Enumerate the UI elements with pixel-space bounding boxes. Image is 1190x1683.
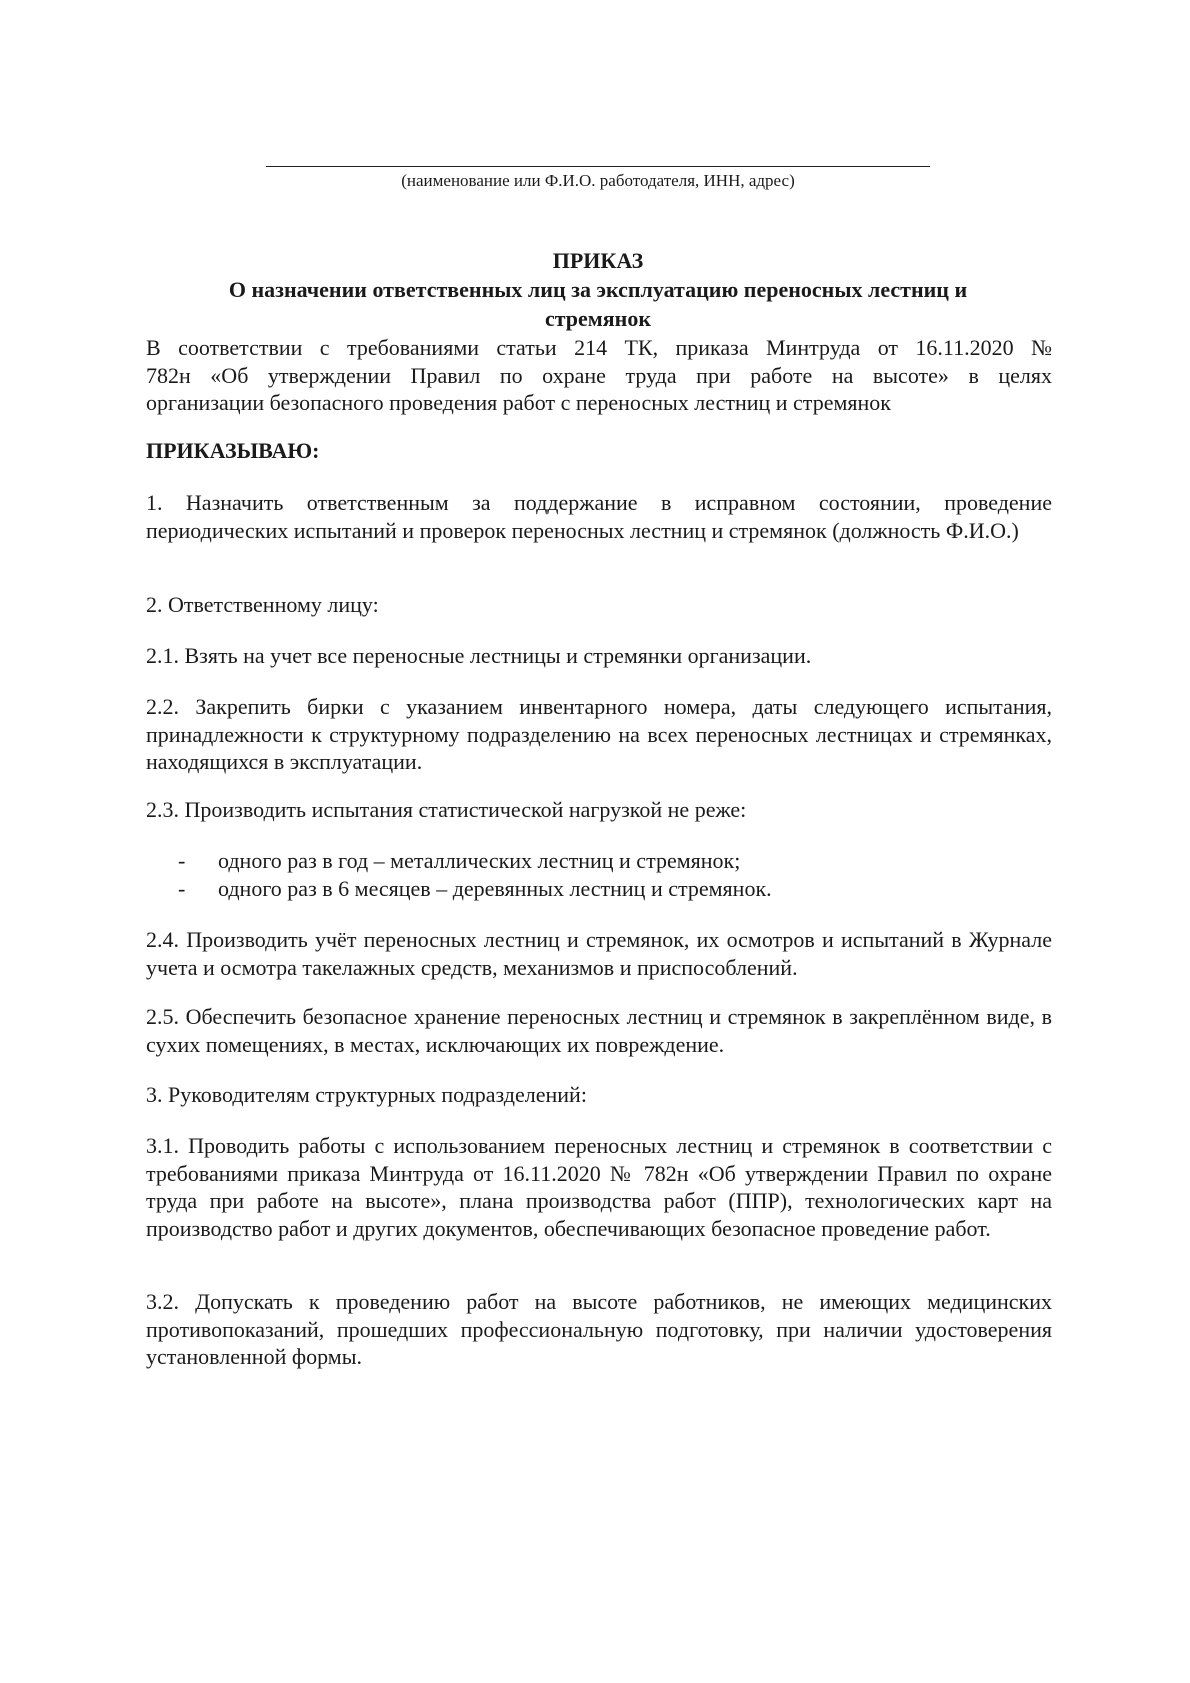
employer-caption: (наименование или Ф.И.О. работодателя, ИНН, адрес) xyxy=(401,171,795,190)
document-subtitle-line2: стремянок xyxy=(544,306,652,331)
item-2-1: 2.1. Взять на учет все переносные лестницы и стремянки организации. xyxy=(146,643,812,668)
list-item xyxy=(178,847,1048,875)
document-title-block xyxy=(146,246,1050,333)
item-2-4: 2.4. Производить учёт переносных лестниц и стремянок, их осмотров и испытаний в Журнале учета и осмотра такелажных средств, механизмов и приспособлений. xyxy=(146,927,1052,980)
list-item-text: одного раз в 6 месяцев – деревянных лестниц и стремянок. xyxy=(218,876,772,901)
item-2-3: 2.3. Производить испытания статистической нагрузкой не реже: xyxy=(146,797,747,822)
bullet-dash: - xyxy=(178,876,186,901)
preamble-line2: 782н «Об утверждении Правил по охране труда при работе на высоте» в целях xyxy=(146,362,1052,388)
list-item xyxy=(178,875,1048,903)
item-2-5: 2.5. Обеспечить безопасное хранение переносных лестниц и стремянок в закреплённом виде, в сухих помещениях, в местах, исключающих их повреждение. xyxy=(146,1004,1052,1057)
preamble-line1: В соответствии с требованиями статьи 214 ТК, приказа Минтруда от 16.11.2020 № xyxy=(146,335,1052,360)
list-item-text: одного раз в год – металлических лестниц и стремянок; xyxy=(218,848,741,873)
preamble-paragraph xyxy=(146,334,1052,417)
document-title: ПРИКАЗ xyxy=(552,248,644,273)
item-3-2: 3.2. Допускать к проведению работ на высоте работников, не имеющих медицинских противопоказаний, прошедших профессиональную подготовку, при наличии удостоверения установленной формы. xyxy=(146,1289,1052,1369)
bullet-dash: - xyxy=(178,848,186,873)
item-1: 1. Назначить ответственным за поддержание в исправном состоянии, проведение периодических испытаний и проверок переносных лестниц и стремянок (должность Ф.И.О.) xyxy=(146,490,1052,543)
test-frequency-list xyxy=(178,847,1048,903)
document-subtitle-line1: О назначении ответственных лиц за эксплуатацию переносных лестниц и xyxy=(228,277,968,302)
item-3-1: 3.1. Проводить работы с использованием переносных лестниц и стремянок в соответствии с требованиями приказа Минтруда от 16.11.2020 № 782н «Об утверждении Правил по охране труда при работе на высоте», плана производства работ (ППР), технологических карт на производство работ и других документов, обеспечивающих безопасное проведение работ. xyxy=(146,1133,1052,1241)
employer-signature-line xyxy=(266,166,930,167)
item-2: 2. Ответственному лицу: xyxy=(146,592,379,617)
item-3: 3. Руководителям структурных подразделений: xyxy=(146,1082,587,1107)
order-heading: ПРИКАЗЫВАЮ: xyxy=(146,438,320,463)
item-2-2: 2.2. Закрепить бирки с указанием инвентарного номера, даты следующего испытания, принадлежности к структурному подразделению на всех переносных лестницах и стремянках, находящихся в эксплуатации. xyxy=(146,694,1052,774)
preamble-line3: организации безопасного проведения работ с переносных лестниц и стремянок xyxy=(146,390,891,415)
